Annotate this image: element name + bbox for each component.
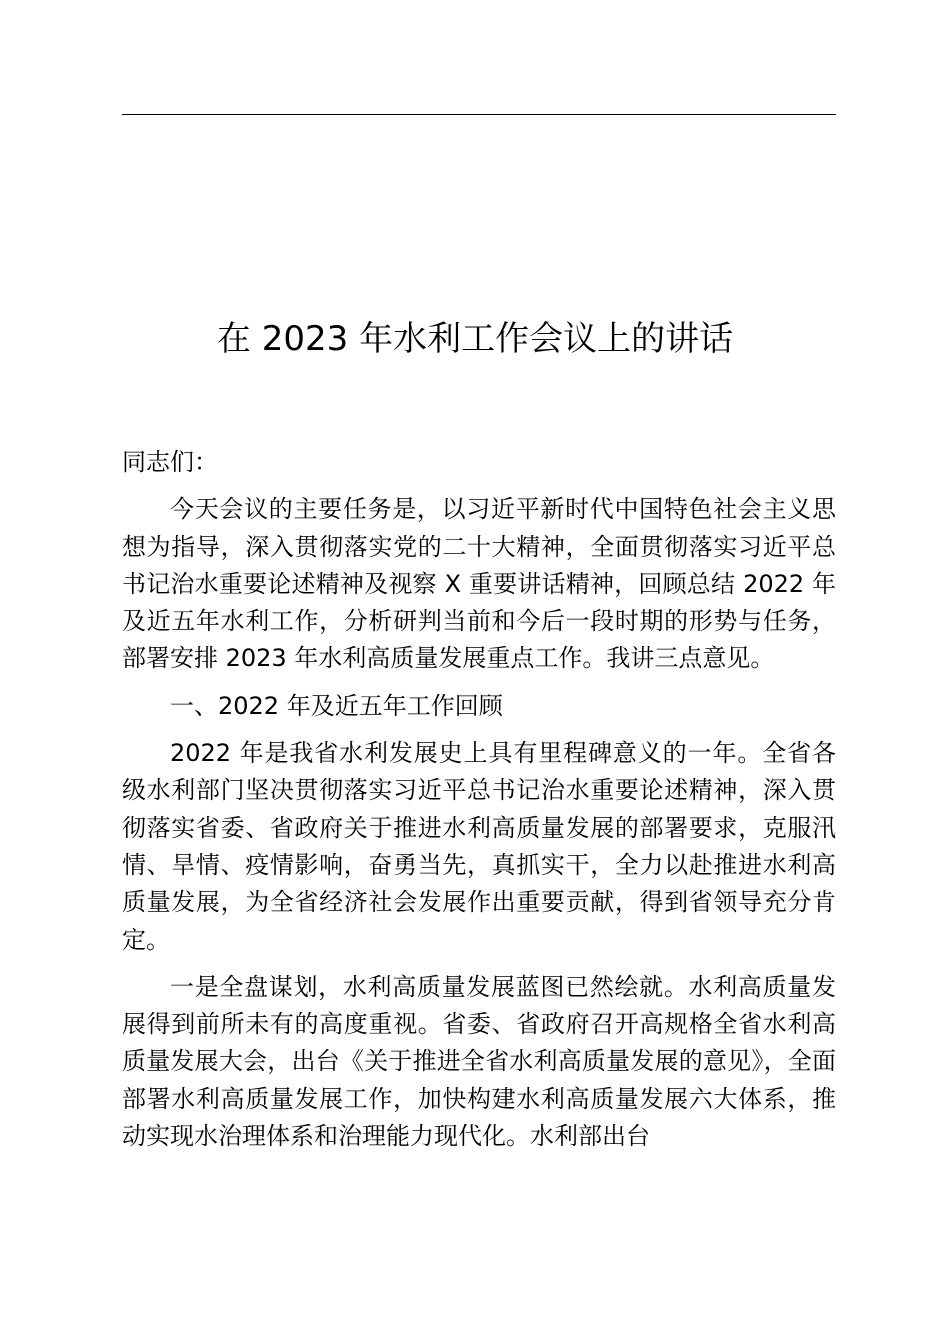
section-heading-1: 一、2022 年及近五年工作回顾 — [170, 691, 503, 720]
salutation: 同志们： — [122, 448, 218, 476]
paragraph-point-one: 一是全盘谋划，水利高质量发展蓝图已然绘就。水利高质量发展得到前所未有的高度重视。省委、省政府召开高规格全省水利高质量发展大会，出台《关于推进全省水利高质量发展的意见》，全面部署水利高质量发展工作，加快构建水利高质量发展六大体系，推动实现水治理体系和治理能力现代化。水利部出台 — [122, 972, 836, 1151]
document-body — [122, 444, 836, 1165]
paragraph-2022-review: 2022 年是我省水利发展史上具有里程碑意义的一年。全省各级水利部门坚决贯彻落实习近平总书记治水重要论述精神，深入贯彻落实省委、省政府关于推进水利高质量发展的部署要求，克服汛情、旱情、疫情影响，奋勇当先，真抓实干，全力以赴推进水利高质量发展，为全省经济社会发展作出重要贡献，得到省领导充分肯定。 — [122, 739, 836, 954]
paragraph-intro: 今天会议的主要任务是，以习近平新时代中国特色社会主义思想为指导，深入贯彻落实党的二十大精神，全面贯彻落实习近平总书记治水重要论述精神及视察 X 重要讲话精神，回顾总结 2022 年及近五年水利工作，分析研判当前和今后一段时期的形势与任务，部署安排 2023 年水利高质量发展重点工作。我讲三点意见。 — [122, 495, 836, 673]
header-rule — [122, 114, 836, 115]
document-title: 在 2023 年水利工作会议上的讲话 — [216, 319, 734, 359]
